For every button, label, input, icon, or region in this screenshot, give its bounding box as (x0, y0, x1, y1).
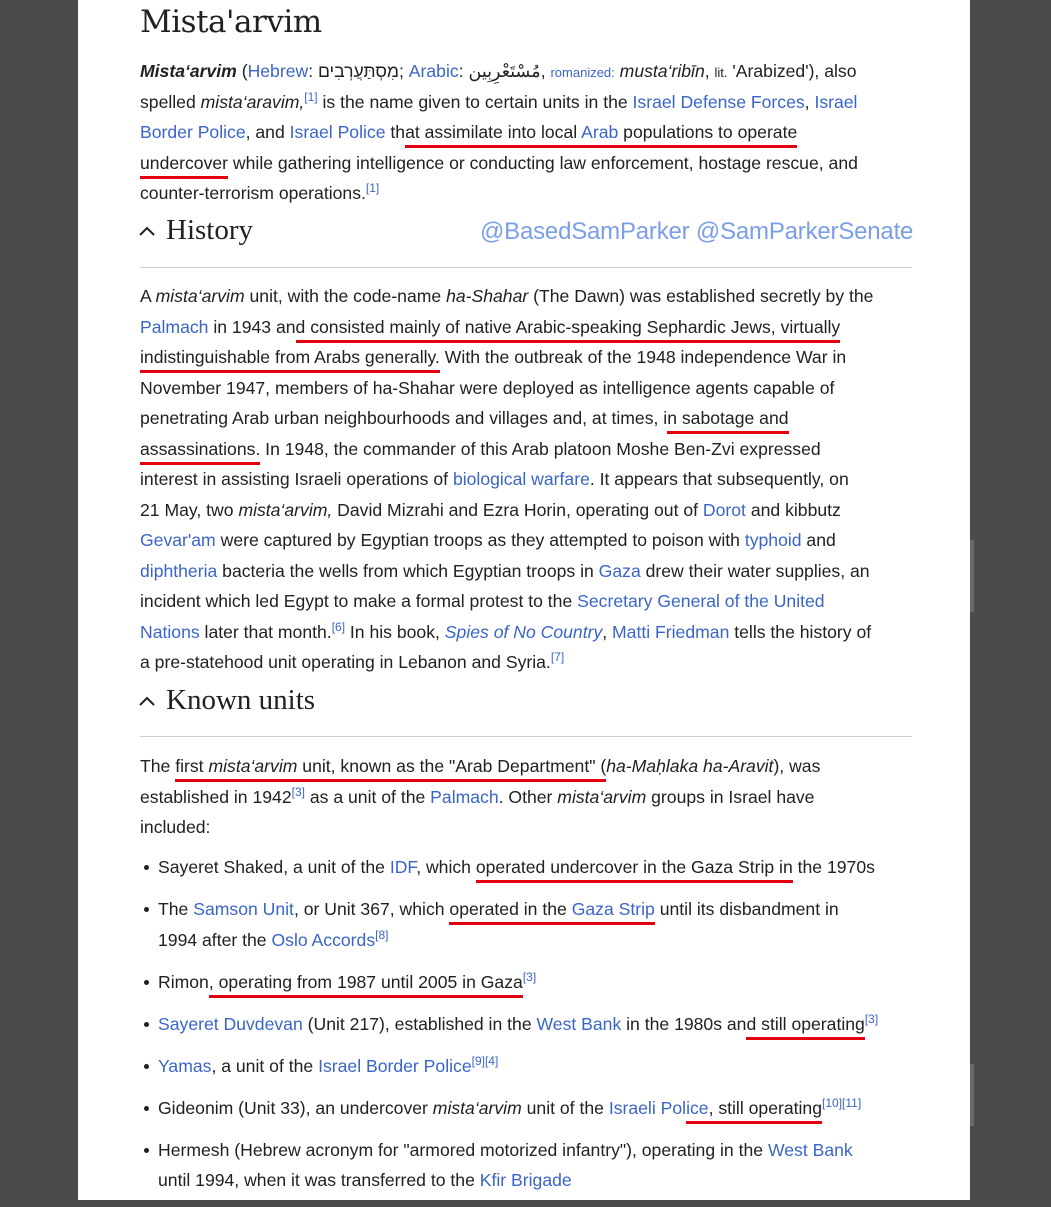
link[interactable]: Israel (814, 91, 858, 112)
text-segment: mista‘aravim, (200, 91, 305, 112)
text-line (140, 178, 858, 209)
text-segment: (The Dawn) was established secretly by the (528, 286, 874, 306)
text-segment: and kibbutz (745, 499, 841, 520)
text-segment: Mista‘arvim (140, 61, 237, 81)
text-line (140, 281, 873, 312)
text-segment: Rimon (158, 971, 209, 992)
link[interactable]: Palmach (430, 786, 499, 807)
citation-link[interactable]: [9][4] (471, 1053, 499, 1068)
highlighted-text: undercover (140, 153, 228, 179)
text-segment: , (602, 621, 613, 642)
text-segment: tells the history of (729, 621, 872, 642)
text-segment: counter-terrorism operations. (140, 183, 366, 203)
text-line (140, 148, 858, 179)
text-line (140, 56, 858, 87)
highlighted-text: unit, known as the "Arab Department" ( (297, 756, 606, 782)
text-segment: in 1943 an (208, 316, 296, 337)
link[interactable]: ice (686, 1098, 709, 1124)
link[interactable]: Gaza Strip (572, 899, 655, 925)
text-segment: The (158, 899, 194, 919)
text-segment: , or Unit 367, which (293, 899, 450, 919)
list-item (140, 852, 878, 883)
link[interactable]: Secretary General of the United (577, 591, 825, 611)
text-segment: the 1970s (792, 857, 875, 877)
link[interactable]: Border Police (140, 122, 246, 142)
highlighted-text: mista‘arvim (208, 756, 297, 782)
text-segment: included: (140, 817, 211, 837)
link[interactable]: IDF (389, 857, 417, 877)
text-segment: : مُسْتَعْرِبِين, (458, 61, 551, 81)
text-line (140, 117, 858, 148)
citation-link[interactable]: [7] (550, 650, 565, 664)
text-segment: and (801, 530, 836, 550)
section-heading-history: History (166, 214, 253, 246)
link[interactable]: Gevar'am (140, 530, 216, 550)
history-paragraph (140, 281, 873, 678)
text-segment: is the name given to certain units in the (317, 91, 633, 112)
text-line (140, 751, 820, 782)
citation-link[interactable]: [1] (304, 89, 318, 104)
highlighted-text: assassinations. (140, 439, 260, 465)
text-segment: , which (416, 857, 476, 877)
text-segment: Sayeret Shaked, a unit of the (158, 857, 390, 877)
link[interactable]: Hebrew (247, 61, 309, 81)
text-line (140, 782, 820, 813)
highlighted-text: d still operating (746, 1014, 864, 1040)
link[interactable]: Kfir Brigade (479, 1170, 572, 1190)
text-line (158, 1051, 878, 1082)
text-line (158, 894, 878, 925)
text-segment: ha-Maḥlaka ha-Aravit (606, 756, 774, 776)
list-item (140, 1051, 878, 1082)
text-segment: A (140, 286, 156, 306)
text-line (158, 1009, 878, 1040)
text-segment: mista‘arvim (155, 286, 245, 306)
link[interactable]: Oslo Accords (271, 929, 376, 950)
section-toggle-known-units[interactable] (138, 684, 315, 717)
link[interactable]: Dorot (702, 499, 746, 520)
text-segment: ha-Shahar (446, 286, 529, 306)
text-segment: David Mizrahi and Ezra Horin, operating out of (332, 499, 703, 520)
highlighted-text: operated in the (449, 899, 571, 925)
link[interactable]: Israeli Pol (608, 1097, 687, 1118)
link[interactable]: biological warfare (452, 469, 590, 489)
text-segment: lit. (714, 65, 728, 80)
text-line (158, 925, 878, 956)
text-line (140, 403, 873, 434)
text-segment: spelled (140, 91, 201, 112)
text-segment: interest in assisting Israeli operations of (140, 469, 453, 489)
divider (140, 267, 912, 268)
highlighted-text: n sabotage and (667, 408, 788, 434)
text-segment: ), was (773, 756, 821, 776)
scrollbar-thumb[interactable] (970, 1064, 974, 1126)
text-segment: mista‘arvim (557, 786, 647, 807)
highlighted-text: operated undercover in the Gaza Strip in (476, 857, 793, 883)
text-segment: : מִסְתַּעֲרְבִים; (308, 61, 409, 81)
text-line (140, 342, 873, 373)
lede-paragraph (140, 56, 858, 209)
text-line (140, 556, 873, 587)
section-toggle-history[interactable] (138, 214, 253, 247)
text-segment: (Unit 217), established in the (302, 1013, 537, 1034)
known-units-list (140, 852, 878, 1207)
watermark-handles: @BasedSamParker @SamParkerSenate (480, 218, 914, 245)
link[interactable]: Spies of No Country (444, 621, 603, 642)
text-segment: until its disbandment in (654, 899, 839, 919)
text-line (158, 852, 878, 883)
link[interactable]: Israel Border Police (318, 1055, 472, 1076)
text-segment: established in 1942 (140, 786, 292, 807)
text-line (140, 812, 820, 843)
text-segment: , and (245, 122, 290, 142)
text-line (140, 586, 873, 617)
text-segment: 1994 after the (158, 929, 272, 950)
link[interactable]: diphtheria (140, 560, 218, 581)
highlighted-text: , operating from 1987 until 2005 in Gaza (209, 972, 523, 998)
highlighted-text: populations to operate (618, 122, 797, 148)
text-segment: November 1947, members of ha-Shahar were deployed as intelligence agents capable of (140, 377, 835, 398)
citation-link[interactable]: [3] (291, 784, 305, 799)
citation-link[interactable]: [10][11] (822, 1095, 862, 1110)
link[interactable]: Israel Police (289, 122, 386, 142)
link[interactable]: Israel Defense Forces (632, 91, 805, 112)
list-item (140, 1093, 878, 1124)
text-segment: incident which led Egypt to make a formal protest to the (140, 591, 578, 611)
text-line (158, 1093, 878, 1124)
link[interactable]: West Bank (767, 1139, 853, 1160)
citation-link[interactable]: [3] (864, 1011, 879, 1026)
list-item (140, 1135, 878, 1196)
text-segment: th (385, 122, 406, 142)
text-line (140, 525, 873, 556)
text-segment: musta‘ribīn (619, 61, 705, 81)
link[interactable]: Samson Unit (193, 899, 294, 919)
text-segment: until 1994, when it was transferred to the (158, 1170, 480, 1190)
link[interactable]: Matti Friedman (612, 621, 730, 642)
link[interactable]: Palmach (140, 316, 209, 337)
list-item (140, 967, 878, 998)
text-segment: were captured by Egyptian troops as they attempted to poison with (215, 530, 745, 550)
text-line (140, 312, 873, 343)
text-segment: , (704, 61, 715, 81)
text-line (140, 617, 873, 648)
text-line (140, 464, 873, 495)
link[interactable]: Yamas (158, 1055, 212, 1076)
text-segment: mista‘arvim, (238, 499, 333, 520)
text-segment: With the outbreak of the 1948 independence War in (439, 347, 847, 367)
text-segment: , (804, 91, 815, 112)
section-heading-known-units: Known units (166, 684, 316, 716)
text-line (140, 373, 873, 404)
highlighted-text: at assimilate into local (405, 122, 581, 148)
link[interactable]: romanized: (550, 65, 615, 80)
text-line (158, 1165, 878, 1196)
link[interactable]: Nations (140, 621, 200, 642)
text-segment: drew their water supplies, an (640, 560, 870, 581)
highlighted-text: , still operating (709, 1098, 822, 1124)
text-line (158, 967, 878, 998)
text-segment: 'Arabized'), also (727, 61, 857, 81)
known-units-paragraph (140, 751, 820, 843)
chevron-up-icon (138, 691, 158, 711)
text-segment: later that month. (199, 621, 332, 642)
text-line (140, 495, 873, 526)
text-segment: groups in Israel have (646, 786, 815, 807)
scrollbar-thumb[interactable] (970, 540, 974, 612)
link[interactable]: Arab (581, 122, 618, 148)
text-segment: mista‘arvim (432, 1097, 522, 1118)
text-segment: unit, with the code-name (244, 286, 447, 306)
list-item (140, 1009, 878, 1040)
text-line (140, 87, 858, 118)
highlighted-text: first (175, 756, 208, 782)
text-segment: , a unit of the (211, 1055, 319, 1076)
text-segment: while gathering intelligence or conducting law enforcement, hostage rescue, and (228, 152, 858, 173)
text-segment: Hermesh (Hebrew acronym for "armored motorized infantry"), operating in the (158, 1139, 768, 1160)
highlighted-text: d consisted mainly of native Arabic-speaking Sephardic Jews, virtually (296, 317, 841, 343)
citation-link[interactable]: [6] (331, 619, 346, 634)
citation-link[interactable]: [3] (522, 969, 537, 984)
page-title: Mista'arvim (140, 4, 322, 40)
text-segment: bacteria the wells from which Egyptian troops in (217, 560, 599, 581)
link[interactable]: Sayeret Duvdevan (158, 1013, 303, 1034)
link[interactable]: typhoid (744, 530, 802, 550)
chevron-up-icon (138, 221, 158, 241)
link[interactable]: Arabic (408, 61, 459, 81)
text-segment: . It appears that subsequently, on (589, 469, 849, 489)
text-segment: In his book, (345, 621, 445, 642)
text-line (140, 434, 873, 465)
text-segment: In 1948, the commander of this Arab platoon Moshe Ben-Zvi expressed (260, 438, 821, 459)
list-item (140, 894, 878, 955)
divider (140, 736, 912, 737)
text-segment: Gideonim (Unit 33), an undercover (158, 1097, 433, 1118)
text-segment: . Other (498, 786, 558, 807)
link[interactable]: West Bank (536, 1013, 622, 1034)
text-segment: penetrating Arab urban neighbourhoods and villages and, at times, i (140, 408, 668, 428)
citation-link[interactable]: [8] (375, 927, 389, 942)
text-segment: ( (236, 61, 248, 81)
text-line (140, 647, 873, 678)
text-segment: unit of the (521, 1097, 609, 1118)
citation-link[interactable]: [1] (365, 181, 380, 195)
text-segment: in the 1980s an (621, 1013, 747, 1034)
text-segment: as a unit of the (304, 786, 431, 807)
highlighted-text: indistinguishable from Arabs generally. (140, 347, 440, 373)
text-segment: 21 May, two (140, 499, 239, 520)
text-segment: a pre-statehood unit operating in Lebanon and Syria. (140, 652, 551, 672)
text-line (158, 1135, 878, 1166)
text-segment: The (140, 756, 176, 776)
link[interactable]: Gaza (598, 560, 641, 581)
